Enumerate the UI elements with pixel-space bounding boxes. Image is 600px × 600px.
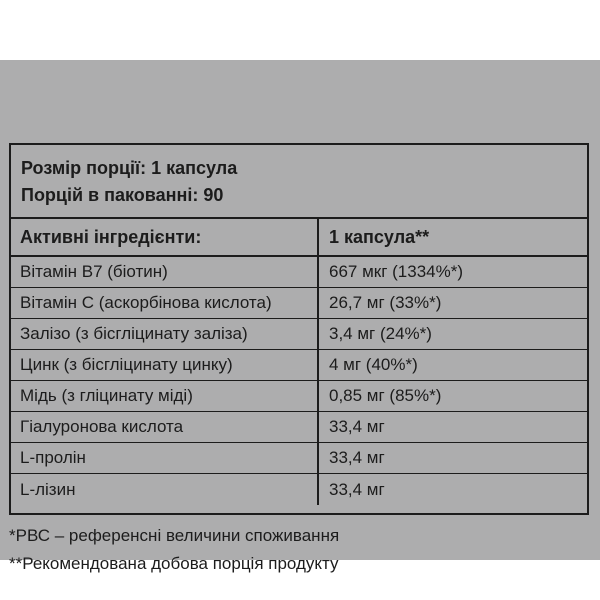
servings-per-package: Порцій в пакованні: 90 xyxy=(21,185,224,205)
table-row xyxy=(11,257,587,288)
ingredient-amount: 33,4 мг xyxy=(329,448,385,467)
ingredient-amount: 33,4 мг xyxy=(329,479,385,499)
table-row xyxy=(11,381,587,412)
ingredient-amount: 4 мг (40%*) xyxy=(329,355,418,374)
ingredient-name: Вітамін С (аскорбінова кислота) xyxy=(11,288,319,318)
footnote-daily-portion: **Рекомендована добова порція продукту xyxy=(9,554,339,573)
ingredient-name: Мідь (з гліцинату міді) xyxy=(11,381,319,411)
header-amount: 1 капсула** xyxy=(329,226,430,247)
footnotes xyxy=(9,522,339,578)
serving-info xyxy=(11,145,587,219)
ingredient-amount: 667 мкг (1334%*) xyxy=(329,262,464,281)
ingredient-name: Цинк (з бісгліцинату цинку) xyxy=(11,350,319,380)
footnote-rvs: *РВС – референсні величини споживання xyxy=(9,526,340,545)
ingredient-amount: 33,4 мг xyxy=(329,417,385,436)
serving-size: Розмір порції: 1 капсула xyxy=(21,158,238,178)
ingredient-amount: 0,85 мг (85%*) xyxy=(329,386,442,405)
table-row xyxy=(11,319,587,350)
ingredient-amount: 3,4 мг (24%*) xyxy=(329,324,432,343)
label-panel xyxy=(0,60,600,573)
ingredient-name: Гіалуронова кислота xyxy=(11,412,319,442)
supplement-facts-table xyxy=(9,143,589,515)
ingredient-name: L-пролін xyxy=(11,443,319,473)
table-header xyxy=(11,219,587,257)
table-row xyxy=(11,474,587,505)
header-ingredients: Активні інгредієнти: xyxy=(11,219,319,255)
ingredient-amount: 26,7 мг (33%*) xyxy=(329,293,442,312)
ingredient-name: L-лізин xyxy=(11,474,319,505)
table-row xyxy=(11,288,587,319)
ingredient-name: Вітамін В7 (біотин) xyxy=(11,257,319,287)
table-row xyxy=(11,443,587,474)
table-row xyxy=(11,412,587,443)
table-row xyxy=(11,350,587,381)
ingredient-name: Залізо (з бісгліцинату заліза) xyxy=(11,319,319,349)
